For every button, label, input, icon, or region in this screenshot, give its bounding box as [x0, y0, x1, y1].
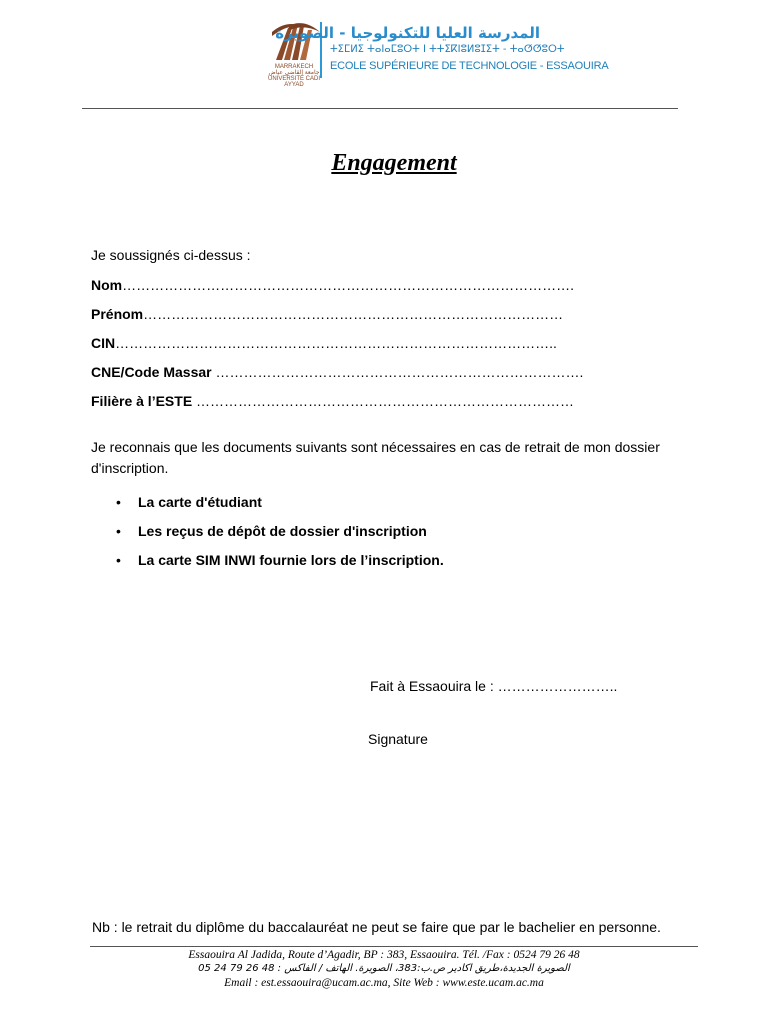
field-cne: [91, 364, 583, 380]
field-label: CNE/Code Massar: [91, 364, 212, 380]
school-name-tifinagh: ⵜⵉⵎⵍⵉ ⵜⴰⵏⴰⵎⵓⵔⵜ ⵏ ⵜⵜⵉⴽⵏⵓⵍⵓⵊⵉⵜ - ⵜⴰⵚⵚⵓⵔⵜ: [330, 44, 565, 55]
footer-rule: [90, 946, 698, 947]
footer-address-arabic: 05 24 79 26 48 : الصويرة الجديدة،طريق اكادير ص.ب:383، الصويرة. الهاتف / الفاكس: [198, 963, 570, 974]
field-label: CIN: [91, 335, 116, 351]
intro-text: Je soussignés ci-dessus :: [91, 247, 251, 263]
documents-paragraph: Je reconnais que les documents suivants sont nécessaires en cas de retrait de mon dossier d'inscription.: [91, 439, 660, 476]
place-date: Fait à Essaouira le : ……………………..: [370, 678, 618, 694]
field-cin: [91, 335, 557, 351]
field-dots: ………………………………………………………………………: [192, 393, 575, 409]
list-item: • La carte d'étudiant: [116, 494, 444, 523]
field-label: Nom: [91, 277, 123, 293]
note-text: Nb : le retrait du diplôme du baccalauréat ne peut se faire que par le bachelier en personne.: [92, 919, 661, 935]
field-dots: …………………………………………………………………………………….: [122, 277, 575, 293]
logo-caption-university: UNIVERSITÉ CADI AYYAD: [267, 76, 320, 88]
page-title: Engagement: [331, 150, 457, 176]
logo-caption-city: MARRAKECH: [274, 64, 314, 70]
field-filiere: [91, 393, 574, 409]
footer-contact: Email : est.essaouira@ucam.ac.ma, Site Web : www.este.ucam.ac.ma: [224, 977, 544, 989]
signature-label: Signature: [368, 731, 428, 747]
footer-address: Essaouira Al Jadida, Route d’Agadir, BP : 383, Essaouira. Tél. /Fax : 0524 79 26 48: [188, 949, 580, 961]
field-dots: …………………………………………………………………….: [211, 364, 584, 380]
field-prenom: [91, 306, 563, 322]
school-name-arabic: المدرسة العليا للتكنولوجيا - الصويرة: [275, 24, 540, 42]
field-label: Filière à l’ESTE: [91, 393, 193, 409]
field-dots: …………………………………………………………………………………..: [115, 335, 557, 351]
list-item: • La carte SIM INWI fournie lors de l’inscription.: [116, 552, 444, 581]
header-rule: [82, 108, 678, 109]
list-item: • Les reçus de dépôt de dossier d'inscription: [116, 523, 444, 552]
documents-list: [116, 494, 444, 581]
school-name-french: ECOLE SUPÉRIEURE DE TECHNOLOGIE - ESSAOUIRA: [330, 60, 609, 72]
field-nom: [91, 277, 574, 293]
field-label: Prénom: [91, 306, 144, 322]
field-dots: ………………………………………………………………………………: [143, 306, 564, 322]
logo-caption: [266, 64, 322, 88]
logo-caption-university-arabic: جامعة القاضي عياض: [268, 70, 320, 76]
